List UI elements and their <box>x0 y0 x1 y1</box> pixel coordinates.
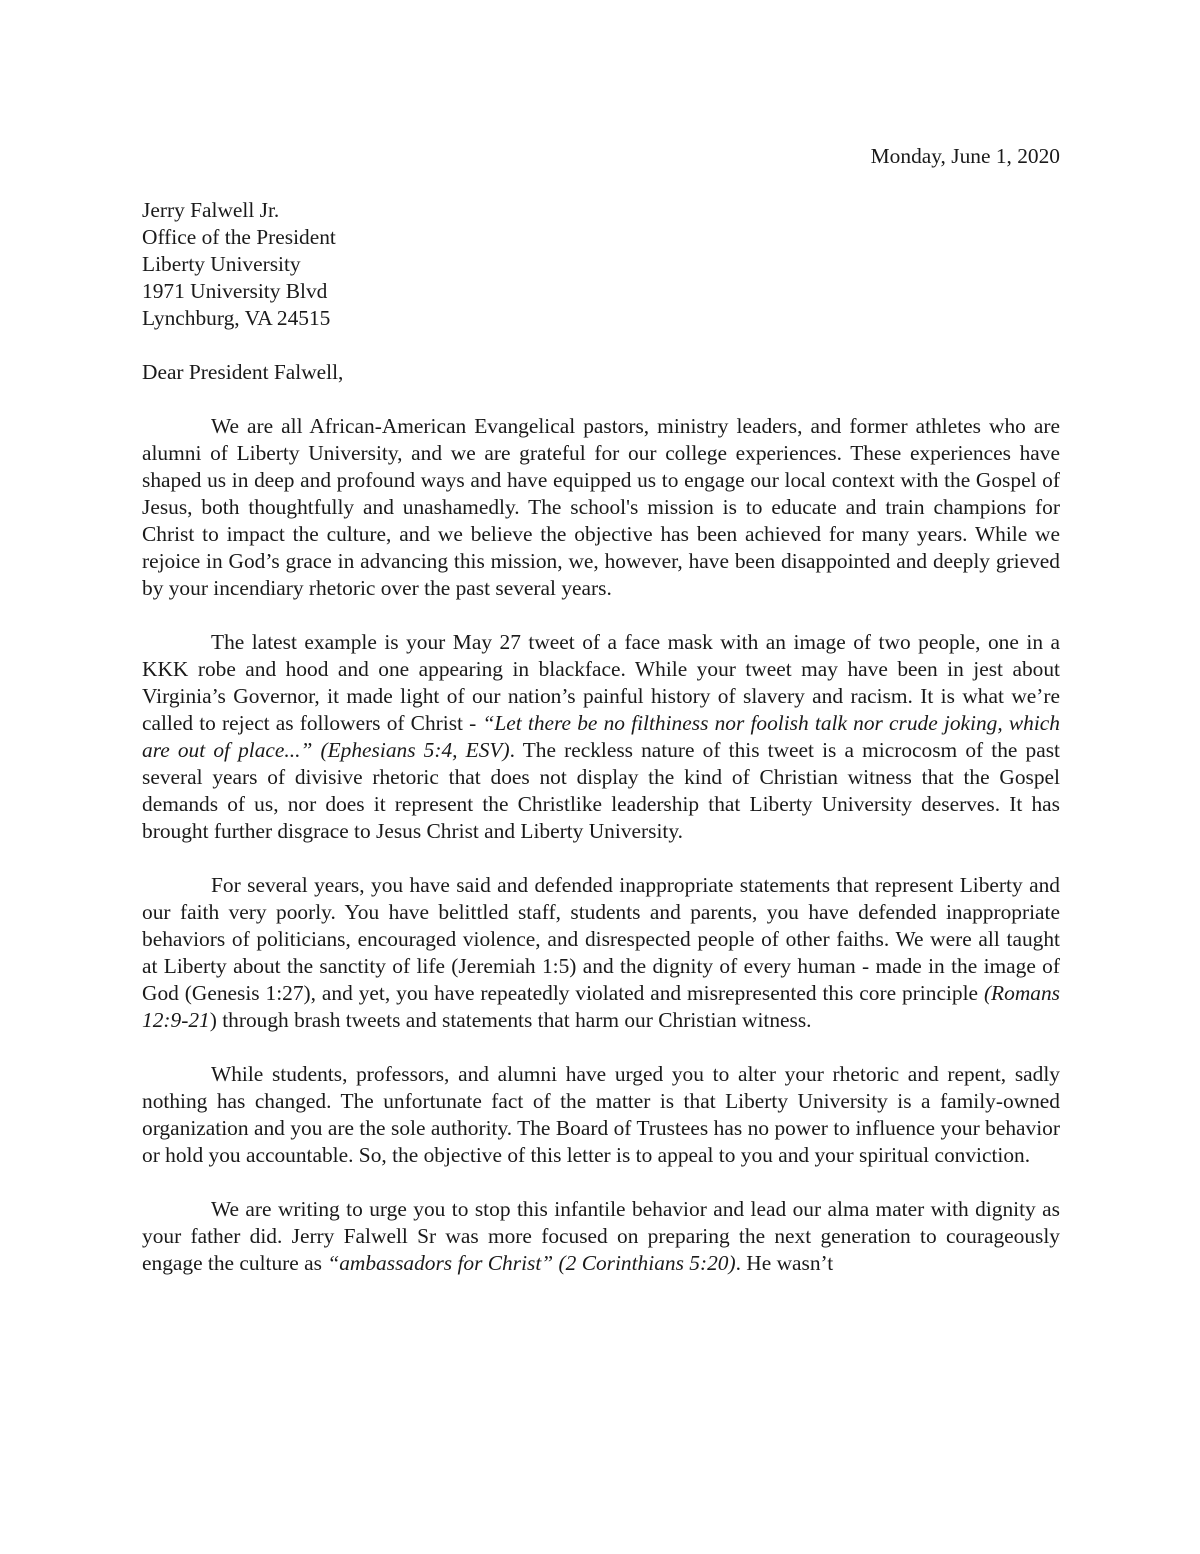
paragraph-2 <box>142 629 1060 845</box>
paragraph-2-text-a: The latest example is your May 27 tweet of a face mask with an image of two people, one in a KKK robe and hood and one appearing in blackface. While your tweet may have been in jest about Virginia’s Governor, it made light of our nation’s painful history of slavery and racism. It is what we’re called to reject as followers of Christ - <box>142 630 1060 735</box>
paragraph-1: We are all African-American Evangelical pastors, ministry leaders, and former athletes who are alumni of Liberty University, and we are grateful for our college experiences. These experiences have shaped us in deep and profound ways and have equipped us to engage our local context with the Gospel of Jesus, both thoughtfully and unashamedly. The school's mission is to educate and train champions for Christ to impact the culture, and we believe the objective has been achieved for many years. While we rejoice in God’s grace in advancing this mission, we, however, have been disappointed and deeply grieved by your incendiary rhetoric over the past several years. <box>142 414 1060 600</box>
letter-body <box>142 413 1060 1304</box>
romans-reference: (Romans 12:9-21 <box>142 981 1060 1032</box>
recipient-name: Jerry Falwell Jr. <box>142 198 280 222</box>
recipient-street: 1971 University Blvd <box>142 279 328 303</box>
recipient-address <box>142 197 336 332</box>
paragraph-3-text-b: ) through brash tweets and statements that harm our Christian witness. <box>209 1008 812 1032</box>
salutation: Dear President Falwell, <box>142 360 344 384</box>
paragraph-2-text-b: . The reckless nature of this tweet is a microcosm of the past several years of divisive rhetoric that does not display the kind of Christian witness that the Gospel demands of us, nor does it represent the Christlike leadership that Liberty University deserves. It has brought further disgrace to Jesus Christ and Liberty University. <box>142 738 1060 843</box>
paragraph-5 <box>142 1196 1060 1277</box>
recipient-office: Office of the President <box>142 225 336 249</box>
paragraph-4: While students, professors, and alumni have urged you to alter your rhetoric and repent, sadly nothing has changed. The unfortunate fact of the matter is that Liberty University is a family-owned organization and you are the sole authority. The Board of Trustees has no power to influence your behavior or hold you accountable. So, the objective of this letter is to appeal to you and your spiritual conviction. <box>142 1062 1060 1167</box>
ephesians-quote: “Let there be no filthiness nor foolish talk nor crude joking, which are out of place...” (Ephesians 5:4, ESV) <box>142 711 1060 762</box>
corinthians-quote: “ambassadors for Christ” (2 Corinthians 5:20) <box>327 1251 736 1275</box>
paragraph-3-text-a: For several years, you have said and defended inappropriate statements that represent Liberty and our faith very poorly. You have belittled staff, students and parents, you have defended inappropriate behaviors of politicians, encouraged violence, and disrespected people of other faiths. We were all taught at Liberty about the sanctity of life (Jeremiah 1:5) and the dignity of every human - made in the image of God (Genesis 1:27), and yet, you have repeatedly violated and misrepresented this core principle <box>142 873 1060 1005</box>
paragraph-3 <box>142 872 1060 1034</box>
paragraph-5-text-a: We are writing to urge you to stop this infantile behavior and lead our alma mater with dignity as your father did. Jerry Falwell Sr was more focused on preparing the next generation to courageously engage the culture as <box>142 1197 1060 1275</box>
recipient-institution: Liberty University <box>142 252 301 276</box>
paragraph-5-text-b: . He wasn’t <box>735 1251 834 1275</box>
letter-date: Monday, June 1, 2020 <box>870 144 1060 168</box>
recipient-city: Lynchburg, VA 24515 <box>142 306 331 330</box>
